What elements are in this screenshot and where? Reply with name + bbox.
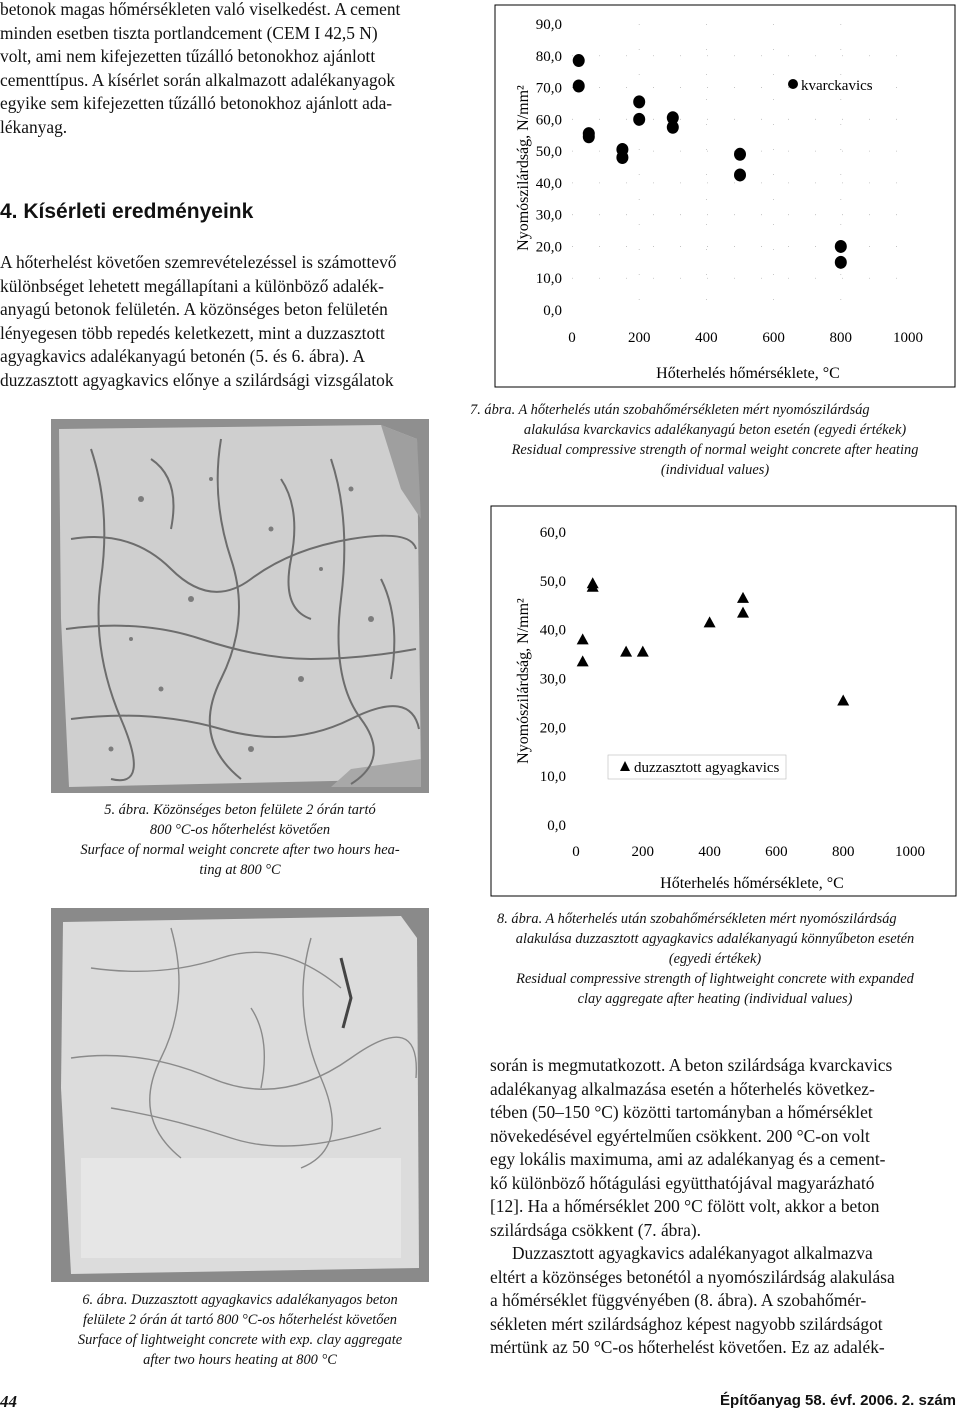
text-line: A hőterhelést követően szemrevételezéssel is számottevő	[0, 252, 397, 272]
x-tick-label: 800	[829, 330, 853, 346]
caption-line: 800 °C-os hőterhelést követően	[149, 822, 331, 838]
figure-8-chart	[490, 505, 960, 900]
y-tick-label: 50,0	[539, 573, 566, 590]
text-line: betonok magas hőmérsékleten való viselkedést. A cement	[0, 0, 401, 19]
figure-6-caption	[40, 1290, 440, 1370]
y-tick-label: 0,0	[543, 303, 562, 319]
text-line: volt, ami nem kifejezetten tűzálló betonokhoz ajánlott	[0, 46, 376, 66]
legend-label: kvarckavics	[801, 78, 873, 94]
text-line: egyike sem kifejezetten tűzálló betonokhoz ajánlott ada-	[0, 93, 393, 113]
text-line: [12]. Ha a hőmérséklet 200 °C fölött volt, akkor a beton	[490, 1196, 880, 1216]
data-point	[734, 168, 746, 181]
figure-7-caption	[470, 400, 960, 480]
y-tick-label: 30,0	[539, 671, 566, 688]
y-tick-label: 10,0	[539, 769, 566, 786]
caption-line: felülete 2 órán át tartó 800 °C-os hőterhelést követően	[82, 1312, 398, 1328]
x-tick-label: 1000	[893, 330, 923, 346]
y-tick-label: 30,0	[535, 207, 562, 224]
text-line: a hőmérséklet függvényében (8. ábra). A szobahőmér-	[490, 1290, 867, 1310]
text-line: duzzasztott agyagkavics előnye a szilárdsági vizsgálatok	[0, 369, 394, 390]
section-heading: 4. Kísérleti eredményeink	[0, 200, 254, 223]
x-tick-label: 200	[627, 330, 651, 346]
legend	[788, 78, 873, 94]
data-point	[583, 127, 595, 140]
text-line: növekedésével egyértelműen csökkent. 200 °C-on volt	[490, 1125, 870, 1146]
figure-label: 6. ábra.	[82, 1292, 128, 1308]
y-tick-label: 60,0	[539, 525, 566, 541]
y-axis-label: Nyomószilárdság, N/mm²	[515, 598, 532, 764]
text-line: kő különböző hőtágulási együtthatójával magyarázható	[490, 1172, 875, 1193]
y-tick-label: 70,0	[535, 80, 562, 97]
y-tick-label: 20,0	[535, 239, 562, 256]
text-line: sékleten mért szilárdsághoz képest nagyobb szilárdságot	[490, 1313, 883, 1334]
x-tick-label: 400	[695, 330, 718, 346]
intro-paragraph	[0, 0, 475, 139]
caption-line: Surface of lightweight concrete with exp. clay aggregate	[77, 1332, 403, 1348]
lightweight-concrete-surface-image	[51, 908, 429, 1282]
x-tick-label: 200	[631, 844, 655, 860]
figure-label: 5. ábra.	[104, 802, 150, 818]
text-line: agyagkavics adalékanyagú betonén (5. és 6. ábra). A	[0, 346, 366, 366]
caption-text: Duzzasztott agyagkavics adalékanyagos beton	[127, 1292, 398, 1308]
caption-line: (individual values)	[660, 462, 770, 478]
text-line: mértünk az 50 °C-os hőterhelést követően. Ez az adalék-	[490, 1337, 885, 1357]
data-point	[835, 256, 847, 269]
text-line: tében (50–150 °C) közötti tartományban a hőmérséklet	[490, 1102, 873, 1122]
y-tick-label: 50,0	[535, 144, 562, 161]
figure-7-chart	[490, 0, 960, 392]
section-paragraph	[0, 251, 475, 392]
caption-line	[470, 909, 960, 929]
caption-line	[40, 1290, 440, 1310]
x-axis-label: Hőterhelés hőmérséklete, °C	[660, 875, 844, 892]
y-tick-label: 80,0	[535, 48, 562, 65]
caption-line: Residual compressive strength of lightweight concrete with expanded	[516, 971, 914, 987]
text-line: minden esetben tiszta portlandcement (CEM I 42,5 N)	[0, 22, 378, 43]
x-tick-label: 0	[568, 330, 576, 346]
text-line: egy lokális maximuma, ami az adalékanyag és a cement-	[490, 1149, 886, 1169]
figure-6-photo	[51, 908, 429, 1282]
text-line: anyagú betonok felületén. A közönséges beton felületén	[0, 299, 388, 319]
data-point	[573, 54, 585, 67]
text-line: lékanyag.	[0, 116, 68, 137]
text-line: lényegesen több repedés keletkezett, mint a duzzasztott	[0, 322, 385, 343]
cracked-concrete-surface-image	[51, 419, 429, 793]
legend-marker	[788, 79, 798, 89]
x-tick-label: 400	[698, 844, 721, 860]
page-number: 44	[0, 1392, 17, 1411]
caption-line	[470, 400, 960, 420]
figure-label: 8. ábra.	[497, 911, 543, 927]
x-tick-label: 1000	[895, 844, 925, 860]
caption-line: alakulása duzzasztott agyagkavics adalékanyagú könnyűbeton esetén	[515, 931, 915, 947]
y-tick-label: 0,0	[547, 818, 566, 834]
text-line: Duzzasztott agyagkavics adalékanyagot alkalmazva	[512, 1243, 873, 1263]
text-line: cementtípus. A kísérlet során alkalmazott adalékanyagok	[0, 69, 396, 90]
y-tick-label: 40,0	[539, 622, 566, 639]
data-point	[633, 113, 645, 126]
data-point	[734, 148, 746, 161]
data-point	[633, 95, 645, 108]
caption-line: Surface of normal weight concrete after two hours hea-	[80, 842, 400, 858]
caption-text: A hőterhelés után szobahőmérsékleten mért nyomószilárdság	[542, 911, 897, 927]
data-point	[573, 79, 585, 92]
caption-line: clay aggregate after heating (individual values)	[577, 991, 853, 1007]
caption-text: Közönséges beton felülete 2 órán tartó	[149, 802, 376, 818]
x-axis-label: Hőterhelés hőmérséklete, °C	[656, 365, 840, 382]
y-tick-label: 40,0	[535, 175, 562, 192]
x-tick-label: 0	[572, 844, 580, 860]
legend-label: duzzasztott agyagkavics	[634, 760, 780, 776]
y-tick-label: 10,0	[535, 271, 562, 288]
figure-5-photo	[51, 419, 429, 793]
figure-8-caption	[470, 909, 960, 1009]
caption-line: alakulása kvarckavics adalékanyagú beton esetén (egyedi értékek)	[523, 422, 907, 438]
data-point	[616, 151, 628, 164]
right-paragraph	[490, 1054, 956, 1360]
journal-footer: Építőanyag 58. évf. 2006. 2. szám	[720, 1392, 956, 1409]
caption-line: ting at 800 °C	[199, 862, 281, 878]
x-tick-label: 600	[762, 330, 785, 346]
text-line: során is megmutatkozott. A beton szilárdsága kvarckavics	[490, 1055, 893, 1075]
y-tick-label: 20,0	[539, 720, 566, 737]
y-tick-label: 90,0	[535, 17, 562, 33]
data-point	[667, 121, 679, 134]
x-tick-label: 600	[765, 844, 788, 860]
caption-line	[40, 800, 440, 820]
y-tick-label: 60,0	[535, 112, 562, 129]
figure-label: 7. ábra.	[470, 402, 516, 418]
y-axis-label: Nyomószilárdság, N/mm²	[515, 85, 532, 251]
text-line: különbséget lehetett megállapítani a különböző adalék-	[0, 275, 384, 296]
text-line: szilárdsága csökkent (7. ábra).	[490, 1219, 702, 1240]
text-line: adalékanyag alkalmazása esetén a hőterhelés következ-	[490, 1078, 875, 1099]
caption-line: (egyedi értékek)	[668, 951, 762, 967]
data-point	[835, 240, 847, 253]
caption-line: after two hours heating at 800 °C	[143, 1352, 337, 1368]
legend	[608, 755, 786, 779]
caption-text: A hőterhelés után szobahőmérsékleten mért nyomószilárdság	[515, 402, 870, 418]
x-tick-label: 800	[831, 844, 855, 860]
figure-5-caption	[40, 800, 440, 880]
caption-line: Residual compressive strength of normal weight concrete after heating	[511, 442, 919, 458]
text-line: eltért a közönséges betonétól a nyomószilárdság alakulása	[490, 1266, 895, 1287]
